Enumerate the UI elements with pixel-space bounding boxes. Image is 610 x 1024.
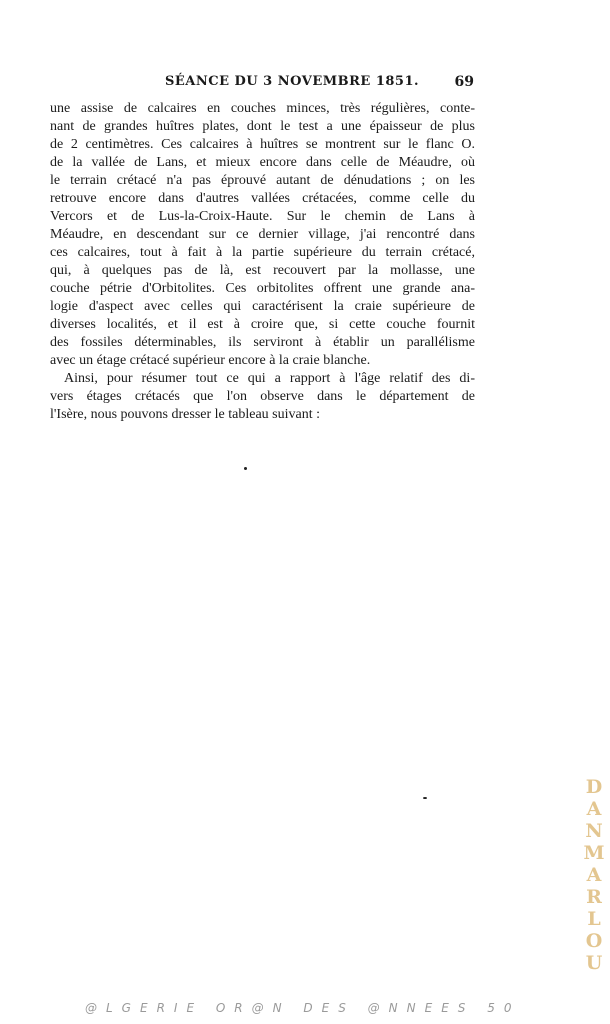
paragraph-1: [50, 100, 475, 370]
body-text: [50, 100, 475, 424]
watermark-letter: R: [586, 886, 602, 908]
text-line: vers étages crétacés que l'on observe dans le département de: [50, 389, 475, 404]
watermark-letter: D: [585, 776, 603, 798]
running-header: [50, 74, 474, 94]
watermark-letter: M: [583, 842, 605, 864]
text-line: diverses localités, et il est à croire que, si cette couche fournit: [50, 317, 475, 332]
text-line: le terrain crétacé n'a pas éprouvé autant de dénudations ; on les: [50, 173, 475, 188]
text-line: Vercors et de Lus-la-Croix-Haute. Sur le chemin de Lans à: [50, 209, 475, 224]
text-line: des fossiles déterminables, ils serviront à établir un parallélisme: [50, 335, 475, 350]
text-line: Méaudre, en descendant sur ce dernier village, j'ai rencontré dans: [50, 227, 475, 242]
watermark-letter: N: [585, 820, 603, 842]
paragraph-2: [50, 370, 475, 424]
text-line: Ainsi, pour résumer tout ce qui a rapport à l'âge relatif des di-: [64, 371, 475, 386]
text-line: couche pétrie d'Orbitolites. Ces orbitolites offrent une grande ana-: [50, 281, 475, 296]
watermark-letter: O: [585, 930, 603, 952]
text-line: l'Isère, nous pouvons dresser le tableau suivant :: [50, 407, 321, 422]
watermark-letter: U: [585, 952, 603, 974]
text-line: ces calcaires, tout à fait à la partie supérieure du terrain crétacé,: [50, 245, 475, 260]
text-line: nant de grandes huîtres plates, dont le test a une épaisseur de plus: [50, 119, 475, 134]
text-line: une assise de calcaires en couches minces, très régulières, conte-: [50, 101, 475, 116]
text-line: de 2 centimètres. Ces calcaires à huîtres se montrent sur le flanc O.: [50, 137, 475, 152]
side-watermark: [584, 776, 604, 974]
footer-watermark: @LGERIE OR@N DES @NNEES 50: [85, 1001, 521, 1015]
watermark-letter: L: [587, 908, 601, 930]
running-title: SÉANCE DU 3 NOVEMBRE 1851.: [165, 74, 420, 89]
watermark-letter: A: [586, 864, 602, 886]
text-line: retrouve encore dans d'autres vallées crétacées, comme celle du: [50, 191, 475, 206]
text-line: logie d'aspect avec celles qui caractérisent la craie supérieure de: [50, 299, 475, 314]
text-line: qui, à quelques pas de là, est recouvert par la mollasse, une: [50, 263, 475, 278]
ink-speck: [423, 797, 427, 799]
text-line: de la vallée de Lans, et mieux encore dans celle de Méaudre, où: [50, 155, 475, 170]
ink-speck: [244, 467, 247, 470]
page-number: 69: [454, 74, 474, 90]
text-line: avec un étage crétacé supérieur encore à la craie blanche.: [50, 353, 371, 368]
watermark-letter: A: [586, 798, 602, 820]
